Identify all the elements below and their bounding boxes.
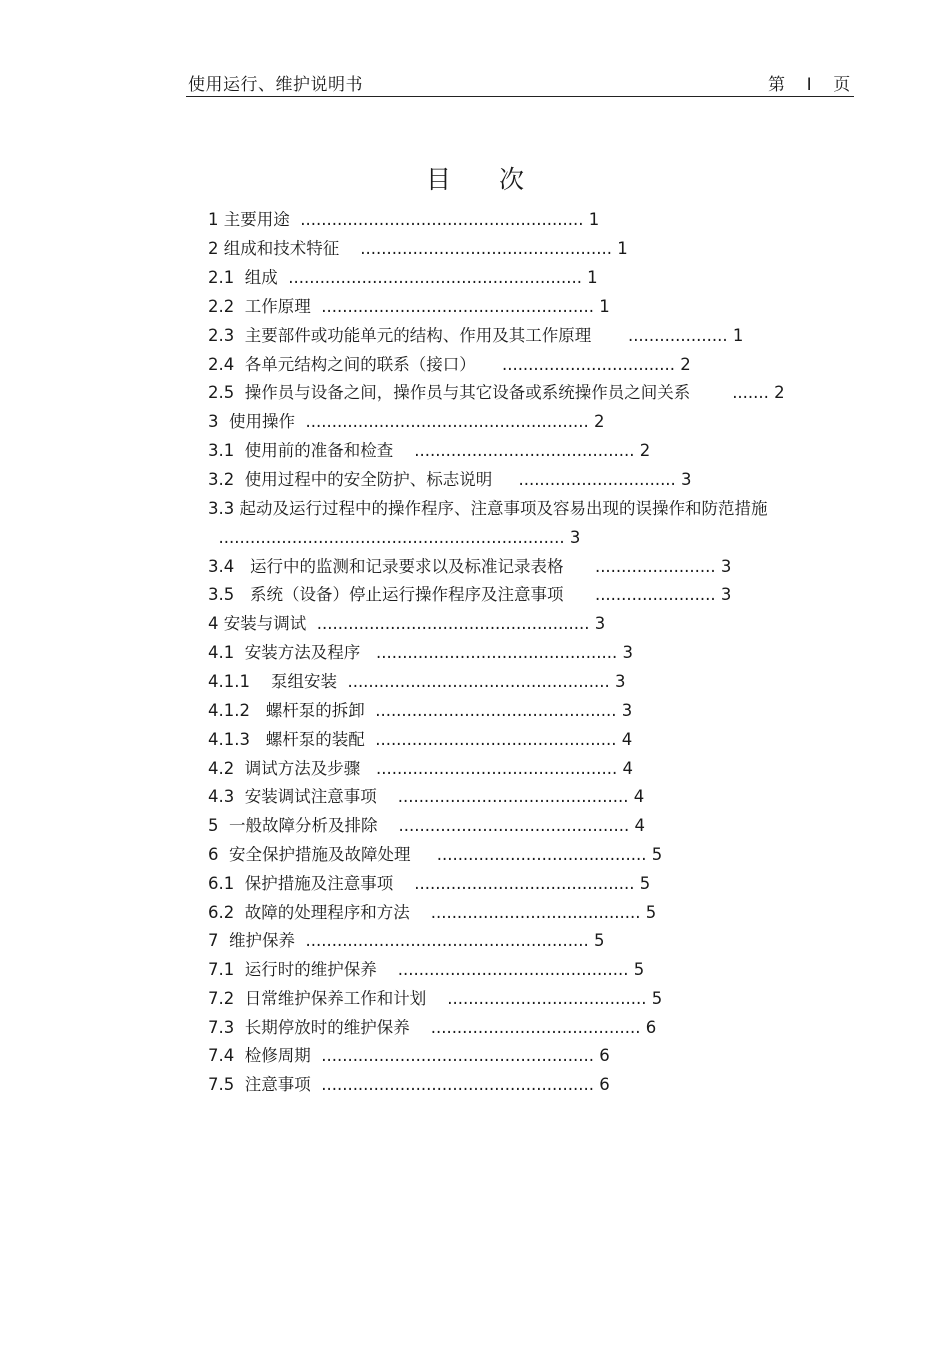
header-divider (186, 96, 854, 97)
toc-entry: 6 安全保护措施及故障处理 ........................................ 5 (208, 845, 663, 864)
toc-title: 目次 (425, 165, 572, 194)
toc-entry: 3.1 使用前的准备和检查 .......................................... 2 (208, 441, 651, 460)
toc-entry: 5 一般故障分析及排除 ............................................ 4 (208, 816, 645, 835)
toc-entry: 2.4 各单元结构之间的联系（接口） ................................. 2 (208, 355, 691, 374)
toc-entry: 2 组成和技术特征 ................................................ 1 (208, 239, 628, 258)
toc-entry: 3.4 运行中的监测和记录要求以及标准记录表格 ....................... 3 (208, 557, 732, 576)
toc-entry: 3.5 系统（设备）停止运行操作程序及注意事项 ....................... 3 (208, 585, 732, 604)
page-number-label: 第 I 页 (768, 75, 851, 95)
toc-entry: 1 主要用途 ...................................................... 1 (208, 210, 600, 229)
toc-entry: 2.5 操作员与设备之间，操作员与其它设备或系统操作员之间关系 ....... 2 (208, 383, 785, 402)
toc-entry: 4.1 安装方法及程序 .............................................. 3 (208, 643, 633, 662)
toc-entry: 7.3 长期停放时的维护保养 ........................................ 6 (208, 1018, 657, 1037)
toc-entry: 6.1 保护措施及注意事项 .......................................... 5 (208, 874, 651, 893)
toc-entry: 2.2 工作原理 .................................................... 1 (208, 297, 610, 316)
toc-entry: 4.1.3 螺杆泵的装配 .............................................. 4 (208, 730, 633, 749)
toc-entry: 7.1 运行时的维护保养 ............................................ 5 (208, 960, 645, 979)
toc-entry-continuation: .................................................................. 3 (208, 528, 581, 547)
toc-entry: 3 使用操作 ...................................................... 2 (208, 412, 605, 431)
toc-entry: 2.3 主要部件或功能单元的结构、作用及其工作原理 ................... 1 (208, 326, 744, 345)
toc-entry: 4.1.2 螺杆泵的拆卸 .............................................. 3 (208, 701, 633, 720)
toc-entry: 6.2 故障的处理程序和方法 ........................................ 5 (208, 903, 657, 922)
toc-entry: 2.1 组成 ........................................................ 1 (208, 268, 598, 287)
toc-entry: 7.5 注意事项 .................................................... 6 (208, 1075, 610, 1094)
toc-entry: 3.2 使用过程中的安全防护、标志说明 .............................. 3 (208, 470, 692, 489)
toc-entry: 4.2 调试方法及步骤 .............................................. 4 (208, 759, 633, 778)
toc-entry: 7.2 日常维护保养工作和计划 ...................................... 5 (208, 989, 663, 1008)
toc-entry: 7 维护保养 ...................................................... 5 (208, 931, 605, 950)
toc-entry: 4.1.1 泵组安装 .................................................. 3 (208, 672, 626, 691)
toc-entry: 4 安装与调试 .................................................... 3 (208, 614, 606, 633)
toc-entry: 4.3 安装调试注意事项 ............................................ 4 (208, 787, 645, 806)
toc-entry: 3.3 起动及运行过程中的操作程序、注意事项及容易出现的误操作和防范措施 (208, 499, 768, 518)
document-title: 使用运行、维护说明书 (188, 75, 363, 95)
toc-entry: 7.4 检修周期 .................................................... 6 (208, 1046, 610, 1065)
